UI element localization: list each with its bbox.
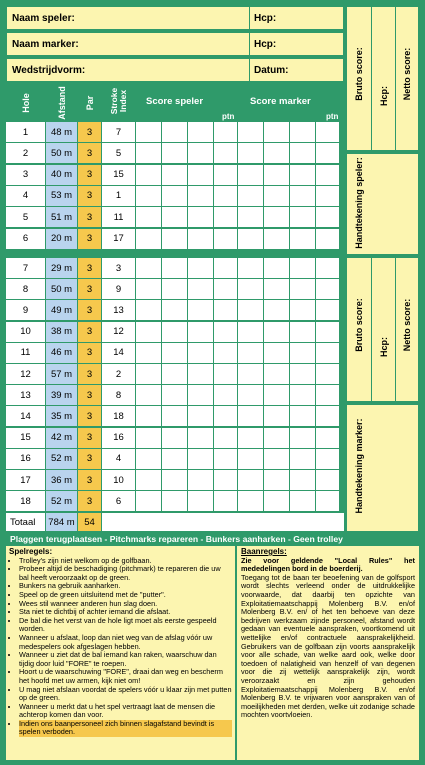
- totaal-par: 54: [78, 513, 102, 532]
- score-speler-cell: [162, 491, 188, 512]
- score-speler-cell: [136, 343, 162, 364]
- stroke-index-cell: 16: [102, 428, 136, 449]
- ptn-speler-cell: [214, 322, 238, 343]
- table-row: [6, 470, 344, 491]
- score-marker-cell: [290, 406, 316, 427]
- table-row: [6, 229, 344, 250]
- table-row: [6, 406, 344, 427]
- score-speler-cell: [136, 428, 162, 449]
- col-ptn-speler: ptn: [222, 112, 235, 121]
- score-marker-cell: [290, 491, 316, 512]
- ptn-speler-cell: [214, 470, 238, 491]
- score-speler-cell: [188, 343, 214, 364]
- score-marker-cell: [264, 122, 290, 143]
- afstand-cell: 29 m: [46, 258, 78, 279]
- hole-cell: 8: [6, 279, 46, 300]
- afstand-cell: 48 m: [46, 122, 78, 143]
- spelregels-panel: [6, 546, 235, 760]
- table-row: [6, 449, 344, 470]
- score-marker-cell: [290, 165, 316, 186]
- score-speler-cell: [162, 143, 188, 164]
- handtekening-marker-panel: [346, 404, 419, 532]
- score-marker-cell: [264, 449, 290, 470]
- ptn-marker-cell: [316, 143, 340, 164]
- score-marker-cell: [264, 364, 290, 385]
- netto-score-label-2: Netto score:: [402, 298, 412, 352]
- ptn-marker-cell: [316, 406, 340, 427]
- afstand-cell: 57 m: [46, 364, 78, 385]
- score-speler-cell: [188, 143, 214, 164]
- afstand-cell: 36 m: [46, 470, 78, 491]
- hole-cell: 6: [6, 229, 46, 250]
- par-cell: 3: [78, 122, 102, 143]
- score-speler-cell: [136, 122, 162, 143]
- score-speler-cell: [162, 165, 188, 186]
- stroke-index-cell: 2: [102, 364, 136, 385]
- afstand-cell: 53 m: [46, 186, 78, 207]
- ptn-marker-cell: [316, 428, 340, 449]
- score-speler-cell: [188, 258, 214, 279]
- hole-cell: 18: [6, 491, 46, 512]
- score-speler-cell: [136, 258, 162, 279]
- netto-score-label: Netto score:: [402, 47, 412, 101]
- hole-cell: 15: [6, 428, 46, 449]
- score-marker-cell: [264, 186, 290, 207]
- score-speler-cell: [136, 279, 162, 300]
- stroke-index-cell: 14: [102, 343, 136, 364]
- hole-cell: 12: [6, 364, 46, 385]
- col-stroke-index: Stroke Index: [109, 87, 128, 115]
- score-marker-cell: [290, 229, 316, 250]
- score-marker-cell: [238, 143, 264, 164]
- baanregels-panel: [237, 546, 419, 760]
- table-row: [6, 300, 344, 321]
- ptn-marker-cell: [316, 258, 340, 279]
- score-marker-cell: [264, 258, 290, 279]
- spelregel-item: • U mag niet afslaan voordat de spelers vóór u klaar zijn met putten op de green.: [19, 686, 232, 703]
- score-marker-cell: [290, 207, 316, 228]
- par-cell: 3: [78, 143, 102, 164]
- score-marker-cell: [238, 322, 264, 343]
- score-marker-cell: [264, 491, 290, 512]
- col-ptn-marker: ptn: [326, 112, 339, 121]
- score-marker-cell: [238, 122, 264, 143]
- par-cell: 3: [78, 300, 102, 321]
- ptn-speler-cell: [214, 229, 238, 250]
- spelregels-title: Spelregels:: [9, 547, 53, 556]
- afstand-cell: 51 m: [46, 207, 78, 228]
- score-speler-cell: [188, 165, 214, 186]
- score-marker-cell: [264, 406, 290, 427]
- table-row: [6, 165, 344, 186]
- score-speler-cell: [136, 186, 162, 207]
- spelregel-item: • Wanneer u merkt dat u het spel vertraagt laat de mensen die achterop komen dan voor.: [19, 703, 232, 720]
- score-marker-cell: [238, 428, 264, 449]
- afstand-cell: 39 m: [46, 385, 78, 406]
- spelregels-list: [9, 557, 232, 737]
- score-marker-cell: [238, 491, 264, 512]
- par-cell: 3: [78, 258, 102, 279]
- spelregel-item: • Indien ons baanpersoneel zich binnen slagafstand bevindt is spelen verboden.: [19, 720, 232, 737]
- score-speler-cell: [188, 470, 214, 491]
- totaal-afstand: 784 m: [46, 513, 78, 532]
- ptn-marker-cell: [316, 186, 340, 207]
- score-marker-cell: [290, 322, 316, 343]
- table-row: [6, 385, 344, 406]
- stroke-index-cell: 18: [102, 406, 136, 427]
- spelregel-item: • Speel op de green uitsluitend met de "putter".: [19, 591, 232, 600]
- ptn-marker-cell: [316, 207, 340, 228]
- spelregel-item: • Wanneer u ziet dat de bal iemand kan raken, waarschuw dan tijdig door luid "FORE" te roepen.: [19, 651, 232, 668]
- score-speler-cell: [162, 322, 188, 343]
- stroke-index-cell: 3: [102, 258, 136, 279]
- score-speler-cell: [136, 449, 162, 470]
- stroke-index-cell: 13: [102, 300, 136, 321]
- baanregels-subtitle: Zie voor geldende "Local Rules" het mededelingen bord in de boerderij.: [241, 555, 415, 574]
- score-marker-cell: [264, 470, 290, 491]
- hole-cell: 2: [6, 143, 46, 164]
- score-speler-cell: [136, 491, 162, 512]
- table-row: [6, 207, 344, 228]
- score-speler-cell: [162, 207, 188, 228]
- score-speler-cell: [188, 364, 214, 385]
- score-speler-cell: [136, 207, 162, 228]
- hcp-side-label-2: Hcp:: [379, 337, 389, 357]
- score-speler-cell: [188, 229, 214, 250]
- score-speler-cell: [136, 406, 162, 427]
- stroke-index-cell: 10: [102, 470, 136, 491]
- bruto-score-label: Bruto score:: [354, 47, 364, 101]
- ptn-marker-cell: [316, 491, 340, 512]
- hole-cell: 5: [6, 207, 46, 228]
- col-afstand: Afstand: [57, 86, 67, 120]
- afstand-cell: 46 m: [46, 343, 78, 364]
- hcp-label: Hcp:: [249, 33, 343, 55]
- score-marker-cell: [290, 470, 316, 491]
- header-row-marker: [6, 32, 344, 56]
- score-marker-cell: [238, 364, 264, 385]
- ptn-speler-cell: [214, 364, 238, 385]
- afstand-cell: 20 m: [46, 229, 78, 250]
- ptn-marker-cell: [316, 343, 340, 364]
- ptn-speler-cell: [214, 428, 238, 449]
- score-speler-cell: [188, 449, 214, 470]
- stroke-index-cell: 8: [102, 385, 136, 406]
- stroke-index-cell: 11: [102, 207, 136, 228]
- par-cell: 3: [78, 364, 102, 385]
- ptn-speler-cell: [214, 186, 238, 207]
- score-marker-cell: [290, 186, 316, 207]
- score-speler-cell: [136, 229, 162, 250]
- par-cell: 3: [78, 406, 102, 427]
- score-speler-cell: [188, 491, 214, 512]
- score-speler-cell: [162, 428, 188, 449]
- par-cell: 3: [78, 165, 102, 186]
- stroke-index-cell: 12: [102, 322, 136, 343]
- score-speler-cell: [136, 300, 162, 321]
- ptn-speler-cell: [214, 300, 238, 321]
- afstand-cell: 52 m: [46, 491, 78, 512]
- score-marker-cell: [290, 364, 316, 385]
- score-marker-cell: [290, 143, 316, 164]
- table-row: [6, 143, 344, 164]
- ptn-speler-cell: [214, 279, 238, 300]
- ptn-marker-cell: [316, 470, 340, 491]
- score-marker-cell: [238, 279, 264, 300]
- score-marker-cell: [264, 322, 290, 343]
- score-marker-cell: [238, 406, 264, 427]
- score-speler-cell: [136, 165, 162, 186]
- table-row: [6, 186, 344, 207]
- spelregel-item: • Probeer altijd de beschadiging (pitchmark) te repareren die uw bal heeft veroorzaakt op de green.: [19, 565, 232, 582]
- score-speler-cell: [162, 470, 188, 491]
- totaal-row: [6, 513, 344, 532]
- par-cell: 3: [78, 470, 102, 491]
- hole-cell: 4: [6, 186, 46, 207]
- hole-cell: 17: [6, 470, 46, 491]
- ptn-speler-cell: [214, 143, 238, 164]
- score-speler-cell: [188, 186, 214, 207]
- spelregel-item: • De bal die het verst van de hole ligt moet als eerste gespeeld worden.: [19, 617, 232, 634]
- score-speler-cell: [162, 279, 188, 300]
- score-speler-cell: [136, 143, 162, 164]
- score-speler-cell: [162, 122, 188, 143]
- table-row: [6, 491, 344, 512]
- stroke-index-cell: 7: [102, 122, 136, 143]
- header-row-wedstrijd: [6, 58, 344, 82]
- afstand-cell: 52 m: [46, 449, 78, 470]
- score-speler-cell: [188, 385, 214, 406]
- table-row: [6, 258, 344, 279]
- score-speler-cell: [188, 428, 214, 449]
- spelregel-item: • Bunkers na gebruik aanharken.: [19, 582, 232, 591]
- score-marker-cell: [264, 143, 290, 164]
- table-row: [6, 428, 344, 449]
- table-row: [6, 279, 344, 300]
- stroke-index-cell: 9: [102, 279, 136, 300]
- score-speler-cell: [188, 406, 214, 427]
- par-cell: 3: [78, 186, 102, 207]
- hole-cell: 11: [6, 343, 46, 364]
- hole-cell: 9: [6, 300, 46, 321]
- ptn-marker-cell: [316, 300, 340, 321]
- score-speler-cell: [162, 229, 188, 250]
- score-marker-cell: [290, 258, 316, 279]
- ptn-speler-cell: [214, 449, 238, 470]
- score-marker-cell: [264, 207, 290, 228]
- par-cell: 3: [78, 343, 102, 364]
- datum-label: Datum:: [249, 59, 343, 81]
- ptn-speler-cell: [214, 207, 238, 228]
- score-marker-cell: [264, 385, 290, 406]
- par-cell: 3: [78, 322, 102, 343]
- afstand-cell: 50 m: [46, 279, 78, 300]
- wedstrijdvorm-label: Wedstrijdvorm:: [12, 64, 86, 76]
- totaal-label: Totaal: [6, 513, 46, 532]
- col-score-marker: Score marker: [250, 96, 311, 107]
- stroke-index-cell: 5: [102, 143, 136, 164]
- score-marker-cell: [238, 470, 264, 491]
- ptn-speler-cell: [214, 258, 238, 279]
- handtekening-marker-label: Handtekening marker:: [354, 418, 364, 514]
- score-speler-cell: [136, 364, 162, 385]
- hole-cell: 7: [6, 258, 46, 279]
- par-cell: 3: [78, 428, 102, 449]
- ptn-speler-cell: [214, 122, 238, 143]
- ptn-marker-cell: [316, 229, 340, 250]
- score-speler-cell: [162, 186, 188, 207]
- par-cell: 3: [78, 449, 102, 470]
- ptn-marker-cell: [316, 165, 340, 186]
- bruto-score-label-2: Bruto score:: [354, 298, 364, 352]
- ptn-marker-cell: [316, 122, 340, 143]
- baanregels-title: Baanregels:: [241, 547, 287, 556]
- naam-marker-label: Naam marker:: [12, 38, 79, 50]
- col-hole: Hole: [21, 93, 31, 113]
- hole-cell: 1: [6, 122, 46, 143]
- score-speler-cell: [188, 322, 214, 343]
- score-marker-cell: [238, 258, 264, 279]
- ptn-speler-cell: [214, 491, 238, 512]
- par-cell: 3: [78, 229, 102, 250]
- score-marker-cell: [264, 343, 290, 364]
- ptn-speler-cell: [214, 165, 238, 186]
- score-speler-cell: [162, 406, 188, 427]
- score-marker-cell: [238, 343, 264, 364]
- table-row: [6, 322, 344, 343]
- afstand-cell: 49 m: [46, 300, 78, 321]
- score-speler-cell: [162, 258, 188, 279]
- column-header: [6, 86, 344, 122]
- score-marker-cell: [290, 279, 316, 300]
- score-marker-cell: [290, 122, 316, 143]
- score-marker-cell: [264, 428, 290, 449]
- stroke-index-cell: 6: [102, 491, 136, 512]
- ptn-marker-cell: [316, 385, 340, 406]
- score-marker-cell: [264, 165, 290, 186]
- afstand-cell: 40 m: [46, 165, 78, 186]
- naam-speler-label: Naam speler:: [12, 12, 75, 24]
- score-marker-cell: [238, 186, 264, 207]
- score-speler-cell: [162, 300, 188, 321]
- hole-cell: 10: [6, 322, 46, 343]
- ptn-marker-cell: [316, 279, 340, 300]
- afstand-cell: 38 m: [46, 322, 78, 343]
- afstand-cell: 35 m: [46, 406, 78, 427]
- header-row-speler: [6, 6, 344, 30]
- afstand-cell: 42 m: [46, 428, 78, 449]
- hole-cell: 14: [6, 406, 46, 427]
- table-row: [6, 122, 344, 143]
- hcp-side-label: Hcp:: [379, 86, 389, 106]
- score-marker-cell: [290, 343, 316, 364]
- score-marker-cell: [264, 279, 290, 300]
- score-marker-cell: [238, 229, 264, 250]
- stroke-index-cell: 4: [102, 449, 136, 470]
- handtekening-speler-label: Handtekening speler:: [354, 157, 364, 249]
- spelregel-item: • Hoort u de waarschuwing "FORE", draai dan weg en bescherm het hoofd met uw armen, kijk niet om!: [19, 668, 232, 685]
- score-speler-cell: [162, 385, 188, 406]
- score-marker-cell: [238, 207, 264, 228]
- spelregel-item: • Wees stil wanneer anderen hun slag doen.: [19, 600, 232, 609]
- ptn-speler-cell: [214, 406, 238, 427]
- ptn-marker-cell: [316, 322, 340, 343]
- hole-cell: 13: [6, 385, 46, 406]
- side-panel-bottom-scores: [346, 257, 419, 402]
- score-marker-cell: [290, 385, 316, 406]
- spelregel-item: • Trolley's zijn niet welkom op de golfbaan.: [19, 557, 232, 566]
- hole-cell: 16: [6, 449, 46, 470]
- score-speler-cell: [136, 385, 162, 406]
- score-marker-cell: [238, 165, 264, 186]
- par-cell: 3: [78, 207, 102, 228]
- stroke-index-cell: 1: [102, 186, 136, 207]
- table-row: [6, 364, 344, 385]
- score-marker-cell: [290, 300, 316, 321]
- score-marker-cell: [238, 385, 264, 406]
- stroke-index-cell: 17: [102, 229, 136, 250]
- afstand-cell: 50 m: [46, 143, 78, 164]
- ptn-speler-cell: [214, 343, 238, 364]
- score-speler-cell: [136, 322, 162, 343]
- hcp-label: Hcp:: [249, 7, 343, 29]
- score-speler-cell: [162, 364, 188, 385]
- hole-cell: 3: [6, 165, 46, 186]
- table-row: [6, 343, 344, 364]
- ptn-speler-cell: [214, 385, 238, 406]
- score-marker-cell: [238, 300, 264, 321]
- spelregel-item: • Wanneer u afslaat, loop dan niet weg van de afslag vóór uw medespelers ook afgeslagen hebben.: [19, 634, 232, 651]
- banner: Plaggen terugplaatsen - Pitchmarks repareren - Bunkers aanharken - Geen trolley: [6, 532, 419, 546]
- score-marker-cell: [264, 300, 290, 321]
- par-cell: 3: [78, 491, 102, 512]
- ptn-marker-cell: [316, 449, 340, 470]
- score-marker-cell: [264, 229, 290, 250]
- stroke-index-cell: 15: [102, 165, 136, 186]
- score-speler-cell: [188, 300, 214, 321]
- par-cell: 3: [78, 385, 102, 406]
- score-marker-cell: [290, 428, 316, 449]
- handtekening-speler-panel: [346, 153, 419, 255]
- side-panel-top-scores: [346, 6, 419, 151]
- score-speler-cell: [188, 122, 214, 143]
- spelregel-item: • Sta niet te dichtbij of achter iemand die afslaat.: [19, 608, 232, 617]
- score-speler-cell: [188, 279, 214, 300]
- col-score-speler: Score speler: [146, 96, 204, 107]
- col-par: Par: [85, 95, 95, 111]
- score-speler-cell: [162, 343, 188, 364]
- ptn-marker-cell: [316, 364, 340, 385]
- score-speler-cell: [162, 449, 188, 470]
- score-marker-cell: [290, 449, 316, 470]
- score-speler-cell: [188, 207, 214, 228]
- score-speler-cell: [136, 470, 162, 491]
- baanregels-text: Toegang tot de baan ter beoefening van de golfsport wordt slechts verleend onder de uitdrukkelijke voorwaarde, dat daarbij ten opzichte van Exploitatiemaatschappij Molenberg B.V. en/of Molenberg B.V. en/ of het ten behoeve van deze bedrijven werkzaam zijnde personeel, afstand wordt gedaan van eventuele aanspraken, voortkomend uit wettelijke en/of contractuele aansprakelijkheid. Gebruikers van de golfbaan zijn voorts aansprakelijk voor alle schade, van welke aard ook, welke door toedoen of nalatigheid van henzelf of van degenen voor die zij wettelijk aansprakelijk zijn, wordt veroorzaakt en zijn gehouden Exploitatiemaatschappij Molenberg B.V. en/of Molenberg B.V. te vrijwaren voor aanspraken van of moeilijkheden met derden, welke uit zodanige schade mochten voortvloeien.: [241, 572, 415, 720]
- par-cell: 3: [78, 279, 102, 300]
- score-marker-cell: [238, 449, 264, 470]
